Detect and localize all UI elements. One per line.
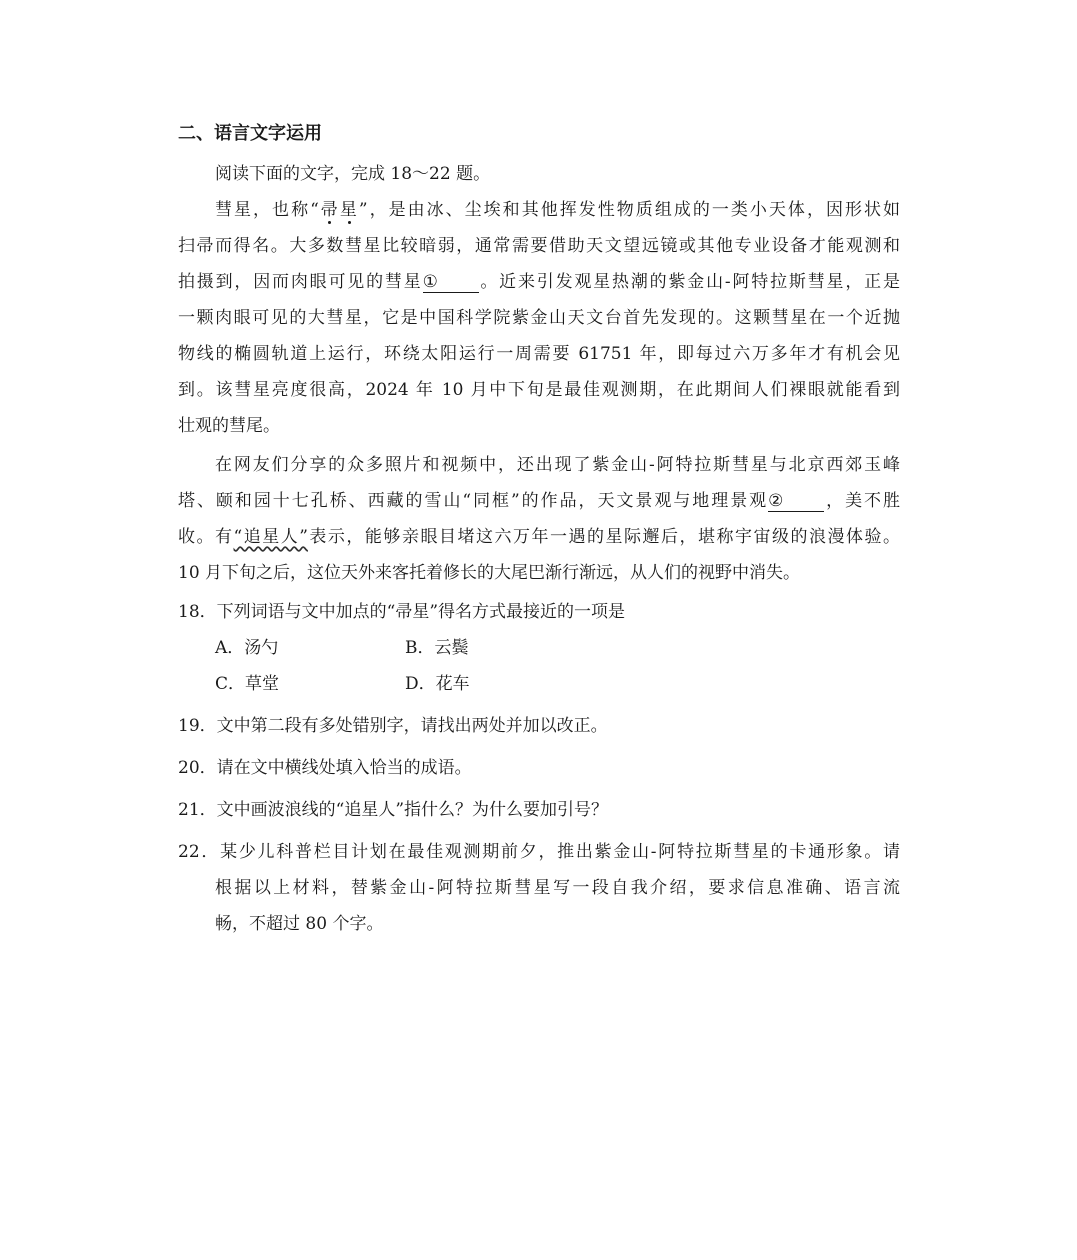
p1-line-4: 一颗肉眼可见的大彗星，它是中国科学院紫金山天文台首先发现的。这颗彗星在一个近抛 <box>178 308 900 328</box>
option-d: D．花车 <box>405 674 470 694</box>
p2-line-1: 在网友们分享的众多照片和视频中，还出现了紫金山-阿特拉斯彗星与北京西郊玉峰 <box>215 455 900 475</box>
blank-2: ② <box>768 491 824 512</box>
p1-line-6: 到。该彗星亮度很高，2024 年 10 月中下旬是最佳观测期，在此期间人们裸眼就能看到 <box>178 380 900 400</box>
dotted-char: 星 <box>339 200 359 220</box>
reading-intro: 阅读下面的文字，完成 18～22 题。 <box>215 164 491 184</box>
p1-line-2: 扫帚而得名。大多数彗星比较暗弱，通常需要借助天文望远镜或其他专业设备才能观测和 <box>178 236 900 256</box>
blank-1: ① <box>423 272 479 293</box>
p1-line-3: 拍摄到，因而肉眼可见的彗星① 。近来引发观星热潮的紫金山-阿特拉斯彗星，正是 <box>178 272 900 292</box>
question-18: 18．下列词语与文中加点的“帚星”得名方式最接近的一项是 <box>178 602 626 622</box>
p1-line-7: 壮观的彗尾。 <box>178 416 280 436</box>
question-22-line-2: 根据以上材料，替紫金山-阿特拉斯彗星写一段自我介绍，要求信息准确、语言流 <box>215 878 900 898</box>
question-20: 20．请在文中横线处填入恰当的成语。 <box>178 758 472 778</box>
p2-line-3: 收。有“追星人”表示，能够亲眼目堵这六万年一遇的星际邂后，堪称宇宙级的浪漫体验。 <box>178 527 901 547</box>
section-title: 二、语言文字运用 <box>178 123 322 144</box>
dotted-char: 帚 <box>318 200 340 220</box>
p1-line-1: 彗星，也称“帚星”，是由冰、尘埃和其他挥发性物质组成的一类小天体，因形状如 <box>215 200 901 220</box>
question-19: 19．文中第二段有多处错别字，请找出两处并加以改正。 <box>178 716 608 736</box>
p2-line-2: 塔、颐和园十七孔桥、西藏的雪山“同框”的作品，天文景观与地理景观② ，美不胜 <box>178 491 901 511</box>
p1-line-5: 物线的椭圆轨道上运行，环绕太阳运行一周需要 61751 年，即每过六万多年才有机会见 <box>178 344 900 364</box>
question-22-line-3: 畅，不超过 80 个字。 <box>215 914 384 934</box>
p2-line-4: 10 月下旬之后，这位天外来客托着修长的大尾巴渐行渐远，从人们的视野中消失。 <box>178 563 801 583</box>
option-b: B．云鬓 <box>405 638 469 658</box>
option-c: C．草堂 <box>215 674 280 694</box>
question-22-line-1: 22．某少儿科普栏目计划在最佳观测期前夕，推出紫金山-阿特拉斯彗星的卡通形象。请 <box>178 842 900 862</box>
question-21: 21．文中画波浪线的“追星人”指什么？为什么要加引号？ <box>178 800 609 820</box>
wavy-underlined-phrase: “追星人” <box>233 527 308 547</box>
option-a: A．汤勺 <box>215 638 279 658</box>
